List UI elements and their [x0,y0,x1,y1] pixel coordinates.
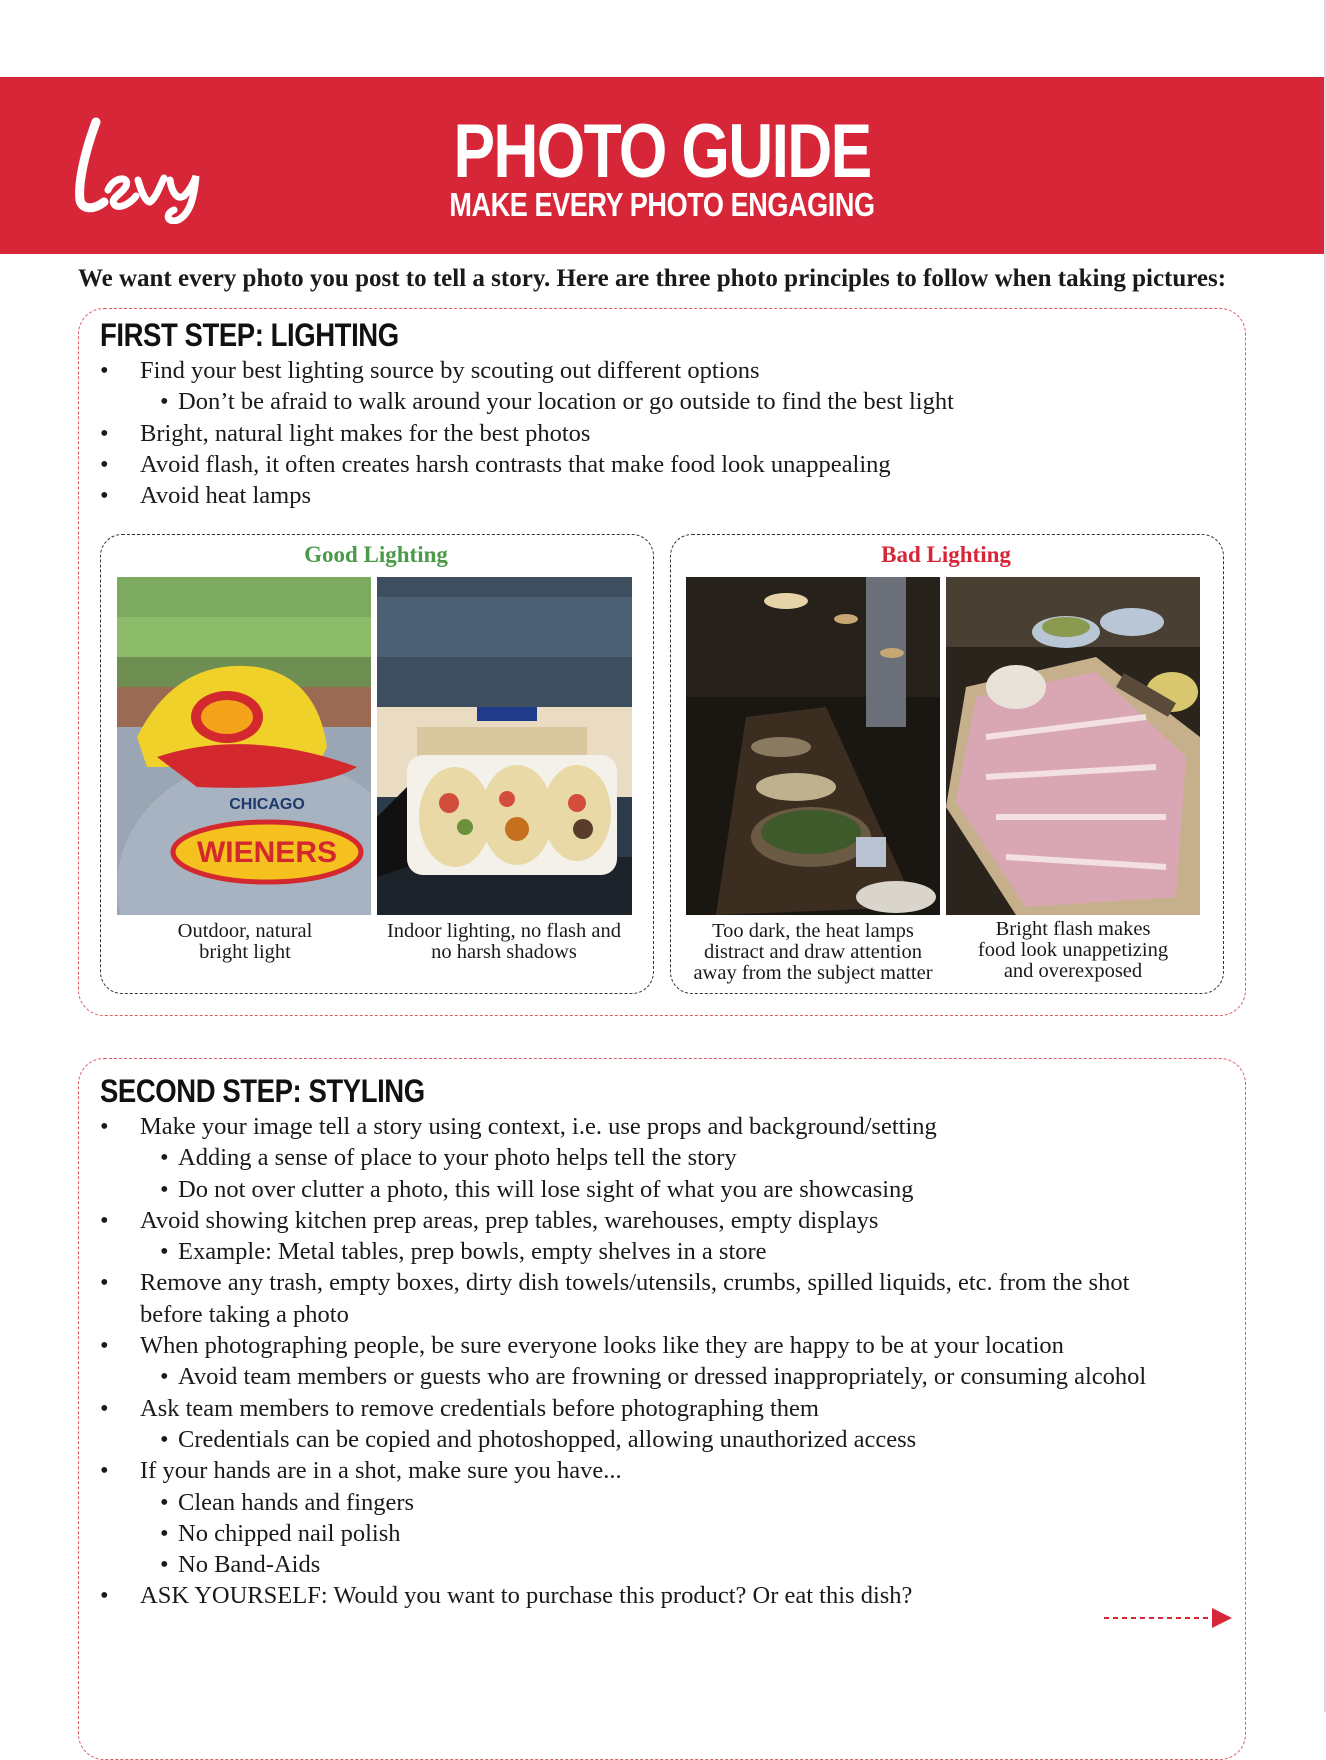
page-subtitle: MAKE EVERY PHOTO ENGAGING [449,186,875,223]
list-item: • Clean hands and fingers [100,1487,1146,1518]
list-item: • Example: Metal tables, prep bowls, empty shelves in a store [100,1236,1146,1267]
list-item: • Avoid flash, it often creates harsh contrasts that make food look unappealing [100,449,954,480]
caption-dark: Too dark, the heat lamps distract and draw attention away from the subject matter [693,920,933,984]
lighting-heading: FIRST STEP: LIGHTING [100,317,399,353]
list-item: • Credentials can be copied and photoshopped, allowing unauthorized access [100,1424,1146,1455]
list-item: • Do not over clutter a photo, this will lose sight of what you are showcasing [100,1174,1146,1205]
list-item: • No Band-Aids [100,1549,1146,1580]
list-item: • Ask team members to remove credentials before photographing them [100,1393,1146,1424]
styling-heading: SECOND STEP: STYLING [100,1073,425,1109]
list-item: • Remove any trash, empty boxes, dirty dish towels/utensils, crumbs, spilled liquids, etc. from the shot [100,1267,1146,1298]
photo-dark-buffet [686,577,940,915]
bad-lighting-label: Bad Lighting [881,542,1011,567]
photo-hat-outdoor [117,577,371,915]
lighting-list [100,355,954,511]
styling-list [100,1111,1146,1612]
list-item: • When photographing people, be sure everyone looks like they are happy to be at your location [100,1330,1146,1361]
list-item: • Make your image tell a story using context, i.e. use props and background/setting [100,1111,1146,1142]
list-item: • If your hands are in a shot, make sure you have... [100,1455,1146,1486]
list-item: • Bright, natural light makes for the best photos [100,418,954,449]
photo-tacos-indoor [377,577,632,915]
photo-text-wieners: WIENERS [196,836,338,869]
caption-flash: Bright flash makes food look unappetizing and overexposed [977,918,1169,982]
list-item: • No chipped nail polish [100,1518,1146,1549]
list-item: • Adding a sense of place to your photo helps tell the story [100,1142,1146,1173]
intro-text: We want every photo you post to tell a story. Here are three photo principles to follow when taking pictures: [78,265,1227,292]
list-item: • ASK YOURSELF: Would you want to purchase this product? Or eat this dish? [100,1580,1146,1611]
list-item: • Find your best lighting source by scouting out different options [100,355,954,386]
photo-text-chicago: CHICAGO [229,796,305,813]
list-item: • Avoid heat lamps [100,480,954,511]
list-item: • Avoid team members or guests who are frowning or dressed inappropriately, or consuming alcohol [100,1361,1146,1392]
caption-outdoor: Outdoor, natural bright light [177,920,313,963]
good-lighting-label: Good Lighting [304,542,448,567]
photo-flash-charcuterie [946,577,1200,915]
list-item: • Avoid showing kitchen prep areas, prep tables, warehouses, empty displays [100,1205,1146,1236]
list-item-continued: before taking a photo [140,1300,349,1328]
caption-indoor: Indoor lighting, no flash and no harsh shadows [386,920,621,963]
page-title: PHOTO GUIDE [453,109,871,194]
next-page-arrow-icon [1104,1606,1234,1630]
list-item: • Don’t be afraid to walk around your location or go outside to find the best light [100,386,954,417]
